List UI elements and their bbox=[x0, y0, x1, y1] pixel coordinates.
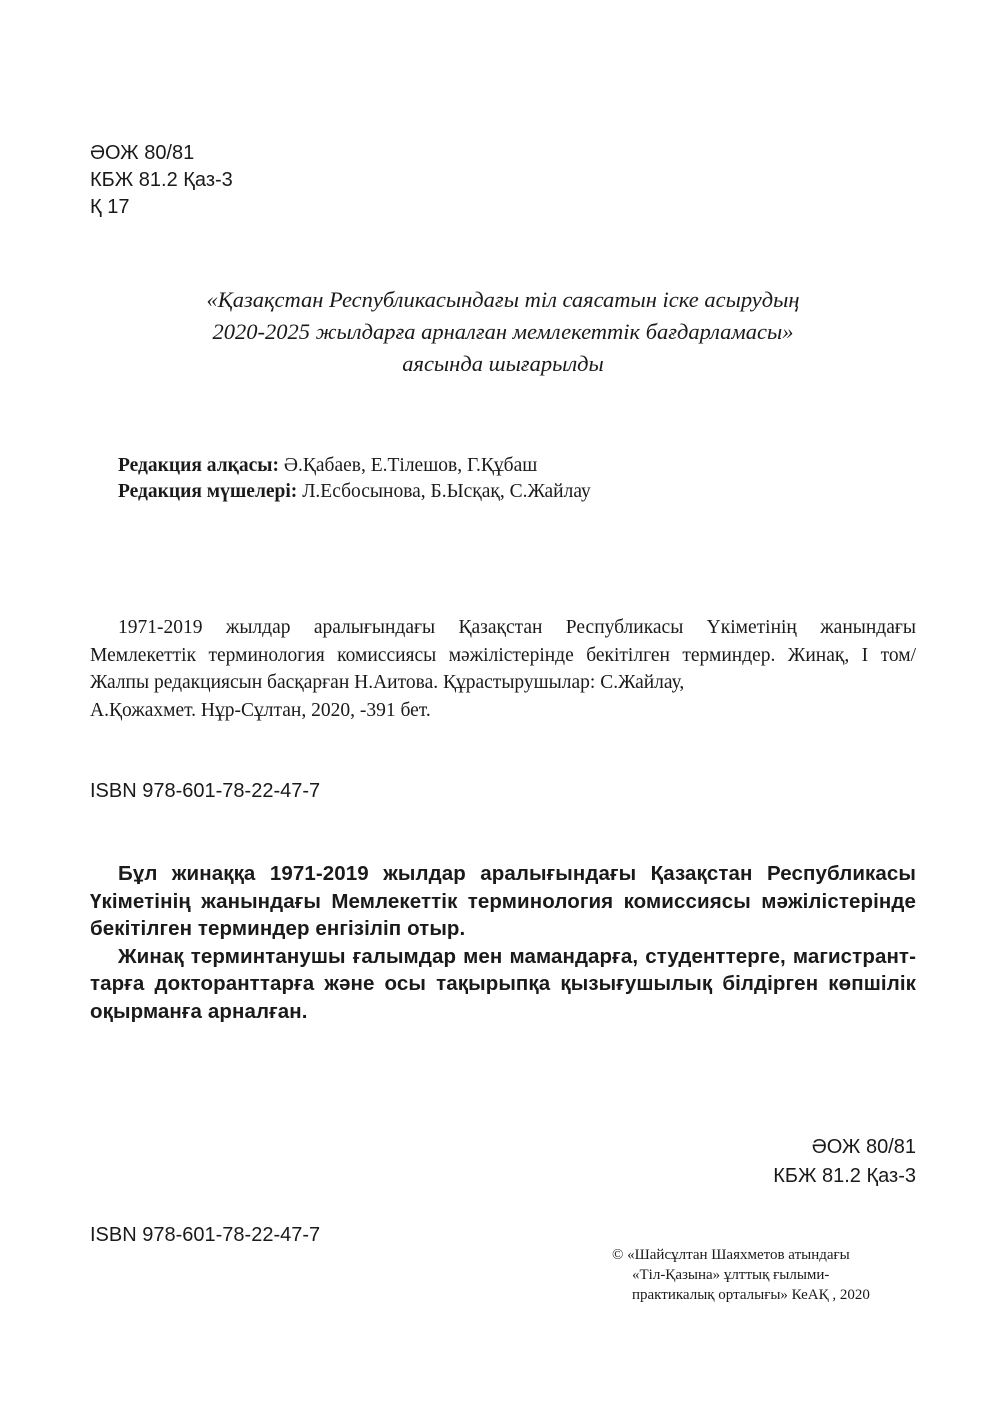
bibliography-last-line: А.Қожахмет. Нұр-Сұлтан, 2020, -391 бет. bbox=[90, 699, 431, 721]
classification-codes bbox=[90, 140, 233, 221]
copyright-line-3: практикалық орталығы» КеАҚ , 2020 bbox=[632, 1287, 870, 1303]
isbn-top: ISBN 978-601-78-22-47-7 bbox=[90, 780, 321, 802]
bibliography-main-text: 1971-2019 жылдар аралығындағы Қазақстан Республикасы Үкіметінің жанындағы Мемлекеттік терминология комиссиясы мәжілістерінде бекітілген терминдер. Жинақ, І том/ Жалпы редакциясын басқарған Н.Аитова. Құрастырушылар: С.Жайлау, bbox=[90, 617, 916, 693]
abstract bbox=[90, 860, 916, 1025]
editorial-members-label: Редакция мүшелері: bbox=[118, 481, 298, 502]
udc-code: ӘОЖ 80/81 bbox=[90, 142, 195, 164]
abstract-paragraph-1: Бұл жинаққа 1971-2019 жылдар аралығындағы Қазақстан Республикасы Үкіметінің жанындағы Мемлекеттік терминология комиссиясы мәжілістерінде бекітілген терминдер енгізіліп отыр. bbox=[90, 862, 916, 940]
editorial-board-label: Редакция алқасы: bbox=[118, 455, 280, 476]
editorial-board-names: Ә.Қабаев, Е.Тілешов, Г.Құбаш bbox=[279, 455, 538, 476]
program-line-3: аясында шығарылды bbox=[402, 351, 604, 376]
udc-code-bottom: ӘОЖ 80/81 bbox=[811, 1136, 916, 1158]
bbk-code: КБЖ 81.2 Қаз-3 bbox=[90, 169, 233, 191]
classification-codes-bottom bbox=[773, 1133, 916, 1191]
editorial-members-row bbox=[118, 479, 591, 505]
abstract-paragraph-2: Жинақ терминтанушы ғалымдар мен мамандарға, студенттерге, магистрант-тарға докторанттарға және осы тақырыпқа қызығушылық білдірген көпшілік оқырманға арналған. bbox=[90, 944, 916, 1023]
editorial-board-row bbox=[118, 453, 591, 479]
bibliographic-description bbox=[90, 614, 916, 724]
copyright-line-1: © «Шайсұлтан Шаяхметов атындағы bbox=[612, 1247, 850, 1263]
editorial-members-names: Л.Есбосынова, Б.Ысқақ, С.Жайлау bbox=[297, 481, 591, 502]
bbk-code-bottom: КБЖ 81.2 Қаз-3 bbox=[773, 1165, 916, 1187]
author-mark: Қ 17 bbox=[90, 196, 130, 218]
program-statement bbox=[90, 284, 916, 380]
isbn-bottom: ISBN 978-601-78-22-47-7 bbox=[90, 1224, 321, 1246]
copyright-line-2: «Тіл-Қазына» ұлттық ғылыми- bbox=[632, 1267, 830, 1283]
copyright-notice bbox=[612, 1245, 870, 1305]
program-line-1: «Қазақстан Республикасындағы тіл саясатын іске асырудың bbox=[206, 287, 800, 312]
editorial-board bbox=[118, 453, 591, 505]
program-line-2: 2020-2025 жылдарға арналған мемлекеттік бағдарламасы» bbox=[212, 319, 794, 344]
